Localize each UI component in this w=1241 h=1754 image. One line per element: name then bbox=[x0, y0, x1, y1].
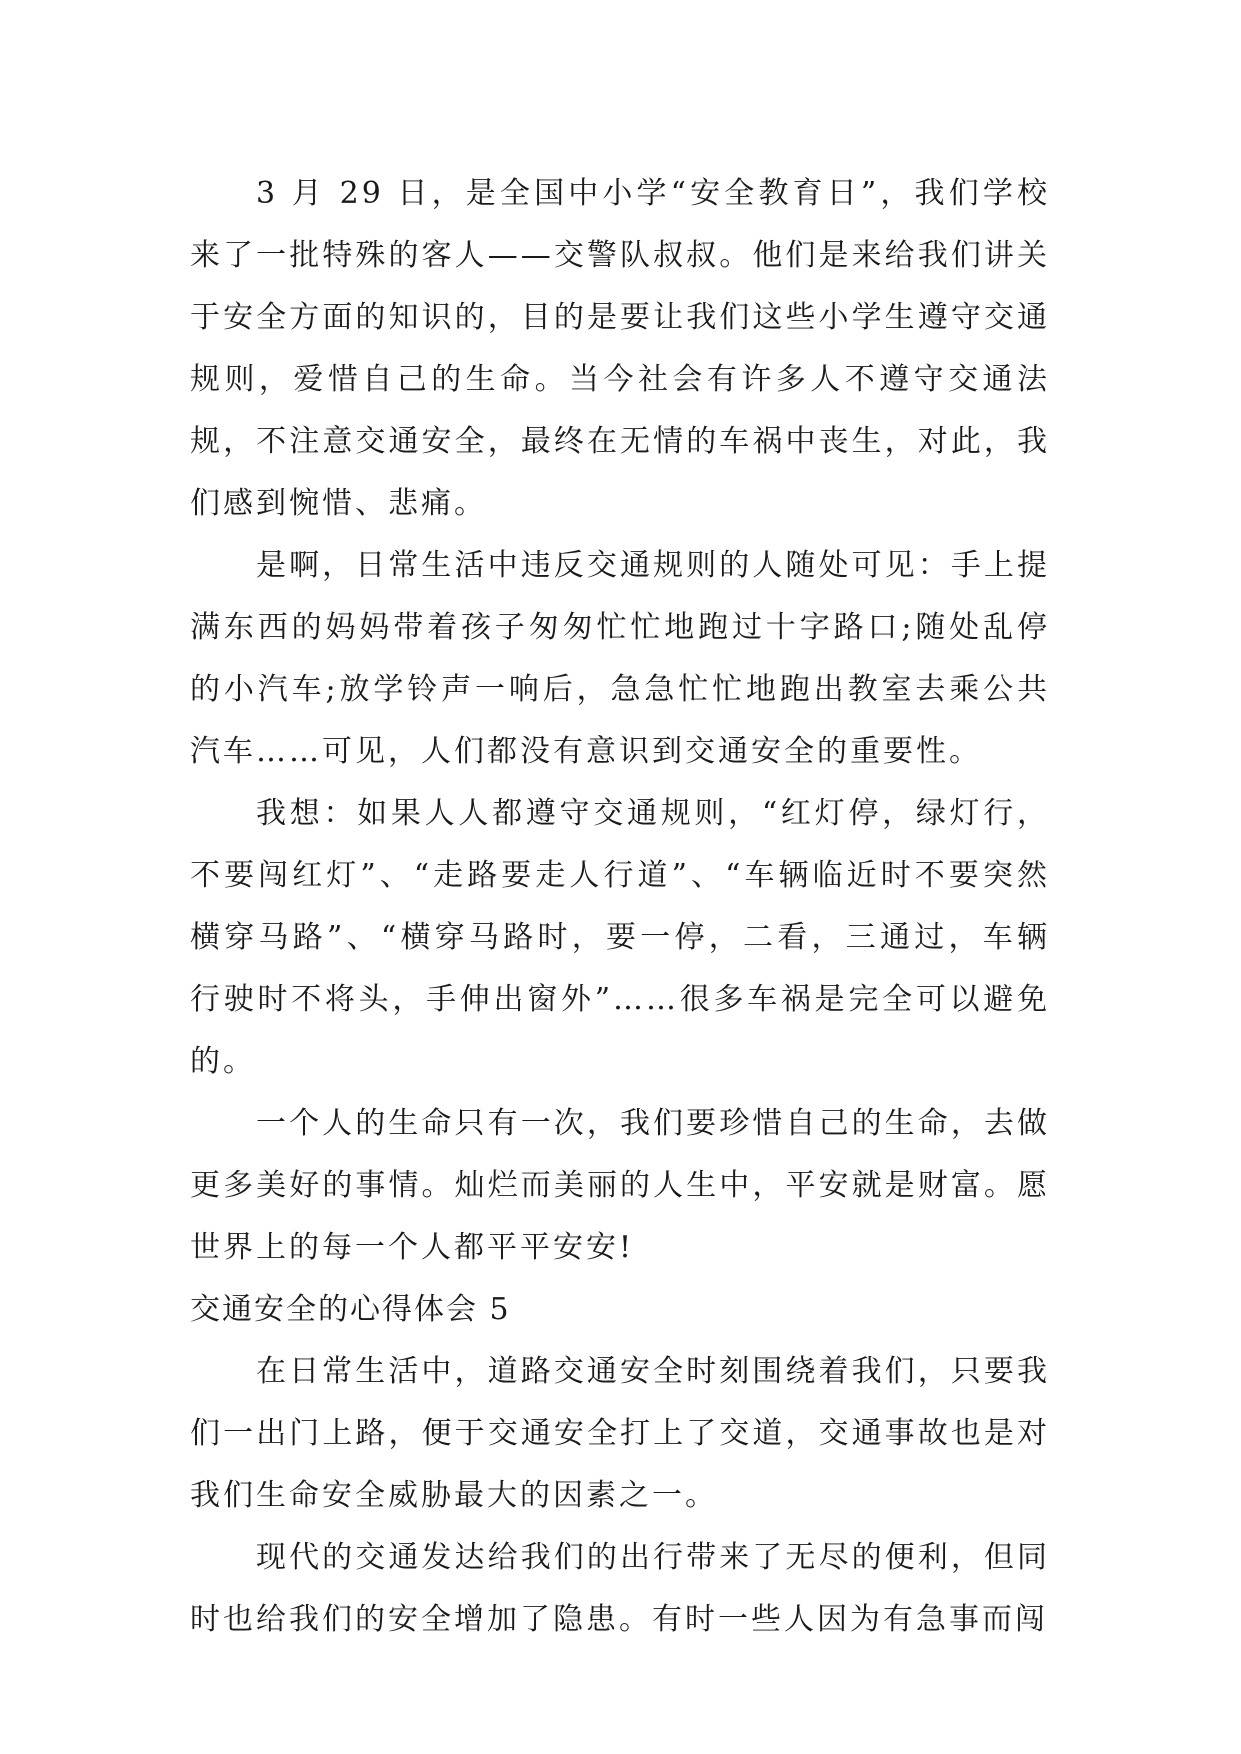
document-body bbox=[190, 163, 1050, 1651]
paragraph-road-safety: 在日常生活中，道路交通安全时刻围绕着我们，只要我们一出门上路，便于交通安全打上了交道，交通事故也是对我们生命安全威胁最大的因素之一。 bbox=[190, 1354, 1050, 1513]
paragraph-modern-traffic: 现代的交通发达给我们的出行带来了无尽的便利，但同时也给我们的安全增加了隐患。有时一些人因为有急事而闯 bbox=[190, 1540, 1050, 1637]
paragraph-traffic-violations: 是啊，日常生活中违反交通规则的人随处可见：手上提满东西的妈妈带着孩子匆匆忙忙地跑过十字路口;随处乱停的小汽车;放学铃声一响后，急急忙忙地跑出教室去乘公共汽车……可见，人们都没有意识到交通安全的重要性。 bbox=[190, 548, 1050, 769]
paragraph-cherish-life: 一个人的生命只有一次，我们要珍惜自己的生命，去做更多美好的事情。灿烂而美丽的人生中，平安就是财富。愿世界上的每一个人都平平安安! bbox=[190, 1106, 1050, 1265]
paragraph-traffic-rules: 我想：如果人人都遵守交通规则，“红灯停，绿灯行，不要闯红灯”、“走路要走人行道”、“车辆临近时不要突然横穿马路”、“横穿马路时，要一停，二看，三通过，车辆行驶时不将头，手伸出窗外”……很多车祸是完全可以避免的。 bbox=[190, 796, 1050, 1079]
paragraph-safety-education-day: 3 月 29 日，是全国中小学“安全教育日”，我们学校来了一批特殊的客人——交警队叔叔。他们是来给我们讲关于安全方面的知识的，目的是要让我们这些小学生遵守交通规则，爱惜自己的生命。当今社会有许多人不遵守交通法规，不注意交通安全，最终在无情的车祸中丧生，对此，我们感到惋惜、悲痛。 bbox=[190, 176, 1050, 521]
section-heading: 交通安全的心得体会 5 bbox=[190, 1292, 511, 1327]
